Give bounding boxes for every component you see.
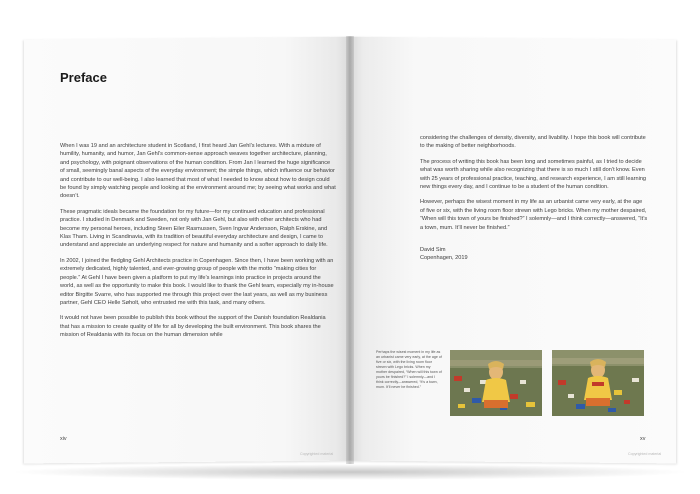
paragraph: However, perhaps the wisest moment in my life as an urbanist came very early, at the age of five or six, with the living room floor strewn with Lego bricks. When my mother despaired, “When will this town of yours be finished?” I solemnly—and I think correctly—answered, “It’s a town, mum. It’ll never be finished.” (420, 199, 648, 231)
copyright-note-left: Copyrighted material (300, 452, 334, 456)
left-text-column (60, 142, 336, 347)
signature-name: David Sim (420, 247, 446, 254)
paragraph: In 2002, I joined the fledgling Gehl Architects practice in Copenhagen. Since then, I have been working with an extremely dedicated, highly talented, and ever-growing group of people with the motto “making cities for people.” At Gehl I have been given a platform to put my life’s learnings into practice in projects around the world, as well as the opportunity to make this book. I would like to thank the Gehl team, especially my in-house editor Birgitte Svarre, who has supported me through this project over the last years, as well as my business partner, Gehl CEO Helle Søholt, who entrusted me with this task, and many others. (60, 257, 334, 306)
paragraph: considering the challenges of density, diversity, and livability. I hope this book will contribute to the making of better neighborhoods. (420, 135, 646, 150)
photo-caption: Perhaps the wisest moment in my life as an urbanist came very early, at the age of five or six, with the living room floor strewn with Lego bricks. When my mother despaired, “When will this town of yours be finished?” I solemnly—and I think correctly—answered, “It’s a town, mum. It’ll never be finished.” (376, 350, 442, 389)
copyright-note-right: Copyrighted material (628, 452, 662, 456)
right-text-column (420, 134, 648, 263)
book-shadow (8, 464, 692, 480)
paragraph: When I was 19 and an architecture student in Scotland, I first heard Jan Gehl’s lectures. With a mixture of humility, humanity, and humor, Jan Gehl’s common-sense approach weaves together architecture, planning, and psychology, with poignant observations of the human condition. From Jan I learned the huge significance of small, seemingly banal aspects of the everyday environment; the simple things, which influence our behavior and contribute to our well-being. I also learned that most of what I needed to know about how to design could be found by simply watching people and looking at the environment around me; by seeing what works and what doesn’t. (60, 143, 336, 200)
photo-child-with-lego (450, 350, 542, 416)
page-title: Preface (60, 70, 107, 85)
paragraph: It would not have been possible to publish this book without the support of the Danish foundation Realdania that has a mission to create quality of life for all by developing the built environment. This book shares the mission of Realdania with its focus on the human dimension while (60, 315, 326, 339)
paragraph: These pragmatic ideals became the foundation for my future—for my continued education and professional practice. I studied in Denmark and Sweden, not only with Jan Gehl, but also with other architects who had become my personal heroes, including Steen Eiler Rasmussen, Sven Ingvar Andersson, Ralph Erskine, and Klas Tham. Living in Scandinavia, with its tradition of beautiful everyday architecture and design, I came to understand and appreciate an underlying respect for nature and humanity and a softer approach to daily life. (60, 208, 328, 249)
signature (420, 246, 648, 263)
photo-child-with-lego (552, 350, 644, 416)
signature-place: Copenhagen, 2019 (420, 255, 468, 262)
book-gutter (346, 36, 354, 464)
paragraph: The process of writing this book has been long and sometimes painful, as I tried to decide what was worth sharing while also recognizing that there is so much I still don’t know. Even with 25 years of professional practice, teaching, and research experience, I am still learning new things every day, and I continue to be a student of the human condition. (420, 158, 647, 191)
page-number-left: xiv (60, 436, 67, 442)
page-number-right: xv (640, 436, 646, 442)
